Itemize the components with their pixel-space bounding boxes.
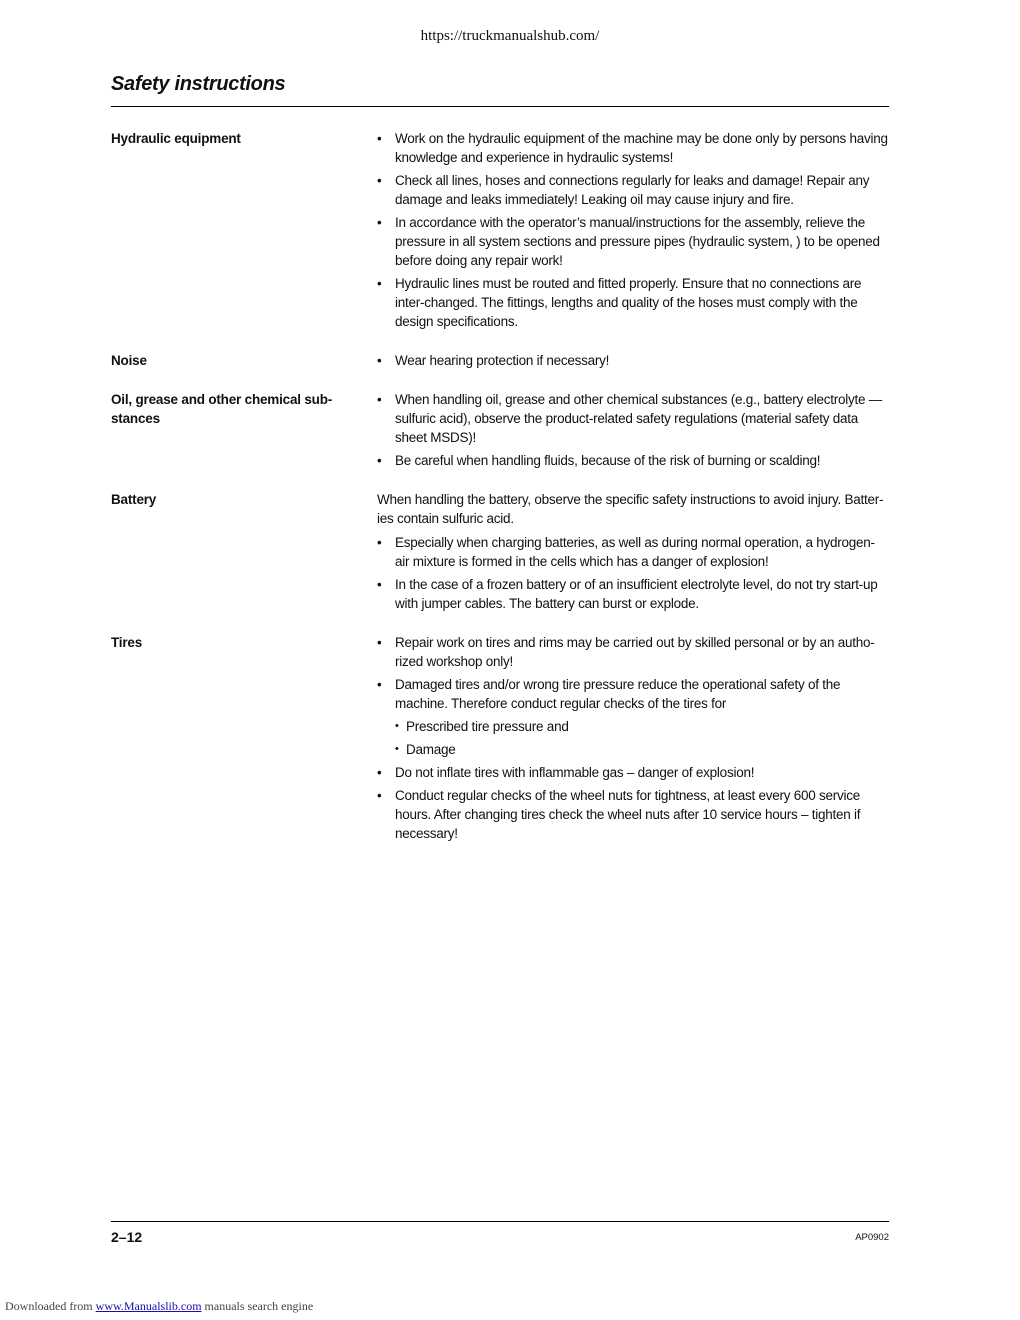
list-item-text: Especially when charging batteries, as well as during normal operation, a hydrogen-air mixture is formed in the cells which has a danger of explosion!: [395, 535, 875, 569]
list-item-text: Prescribed tire pressure and: [406, 719, 569, 734]
list-item: [377, 451, 889, 470]
section-body: [377, 633, 889, 847]
bullet-icon: •: [377, 276, 382, 291]
list-item-text: Repair work on tires and rims may be carried out by skilled personal or by an autho-rized workshop only!: [395, 635, 875, 669]
bullet-icon: •: [377, 453, 382, 468]
section-label: Hydraulic equipment: [111, 131, 241, 146]
section-body: [377, 351, 889, 374]
list-item-text: Work on the hydraulic equipment of the machine may be done only by persons having knowledge and experience in hydraulic systems!: [395, 131, 888, 165]
sub-list-item: [395, 717, 889, 736]
bullet-icon: •: [377, 788, 382, 803]
list-item: [377, 786, 889, 843]
footer-divider: [111, 1221, 889, 1222]
list-item: [377, 763, 889, 782]
bullet-icon: •: [377, 215, 382, 230]
list-item-text: In the case of a frozen battery or of an insufficient electrolyte level, do not try start-up with jumper cables. The battery can burst or explode.: [395, 577, 878, 611]
list-item: [377, 575, 889, 613]
header-url: https://truckmanualshub.com/: [420, 28, 600, 44]
download-prefix: Downloaded from: [5, 1299, 93, 1313]
section-label: Noise: [111, 353, 147, 368]
section-intro: When handling the battery, observe the specific safety instructions to avoid injury. Batter-ies contain sulfuric acid.: [377, 492, 884, 526]
page-number: 2–12: [111, 1229, 143, 1245]
section-hydraulic-equipment: [111, 129, 889, 335]
list-item-text: Damage: [406, 742, 456, 757]
header-divider: [111, 106, 889, 107]
bullet-icon: •: [377, 635, 382, 650]
section-body: [377, 390, 889, 474]
download-attribution: [5, 1299, 313, 1314]
download-suffix: manuals search engine: [204, 1299, 314, 1313]
bullet-icon: •: [377, 353, 382, 368]
page-title: Safety instructions: [111, 73, 286, 95]
bullet-icon: •: [395, 743, 399, 755]
list-item: [377, 274, 889, 331]
section-battery: [111, 490, 889, 617]
list-item-text: Conduct regular checks of the wheel nuts for tightness, at least every 600 service hours. After changing tires check the wheel nuts after 10 service hours – tighten if necessary!: [395, 788, 861, 841]
list-item: [377, 633, 889, 671]
bullet-icon: •: [377, 765, 382, 780]
section-label: Oil, grease and other chemical sub-stances: [111, 392, 333, 426]
list-item: [377, 171, 889, 209]
list-item: [377, 129, 889, 167]
section-body: [377, 490, 889, 617]
list-item-text: Wear hearing protection if necessary!: [395, 353, 610, 368]
bullet-icon: •: [377, 677, 382, 692]
section-oil-grease-chemicals: [111, 390, 889, 474]
bullet-icon: •: [395, 720, 399, 732]
document-code: AP0902: [855, 1232, 889, 1243]
list-item-text: Check all lines, hoses and connections regularly for leaks and damage! Repair any damage and leaks immediately! Leaking oil may cause injury and fire.: [395, 173, 870, 207]
section-label: Tires: [111, 635, 143, 650]
list-item-text: Damaged tires and/or wrong tire pressure reduce the operational safety of the machine. Therefore conduct regular checks of the tires for: [395, 677, 841, 711]
bullet-icon: •: [377, 577, 382, 592]
list-item: [377, 533, 889, 571]
list-item: [377, 390, 889, 447]
list-item-text: Hydraulic lines must be routed and fitted properly. Ensure that no connections are inter-changed. The fittings, lengths and quality of the hoses must comply with the design specifications.: [395, 276, 862, 329]
list-item-text: Do not inflate tires with inflammable gas – danger of explosion!: [395, 765, 755, 780]
section-label: Battery: [111, 492, 157, 507]
list-item-text: In accordance with the operator’s manual/instructions for the assembly, relieve the pressure in all system sections and pressure pipes (hydraulic system, ) to be opened before doing any repair work!: [395, 215, 880, 268]
list-item: [377, 675, 889, 713]
bullet-icon: •: [377, 392, 382, 407]
section-body: [377, 129, 889, 335]
list-item-text: Be careful when handling fluids, because of the risk of burning or scalding!: [395, 453, 821, 468]
bullet-icon: •: [377, 535, 382, 550]
instructions-content: [111, 129, 889, 863]
list-item: [377, 351, 889, 370]
list-item-text: When handling oil, grease and other chemical substances (e.g., battery electrolyte — sulfuric acid), observe the product-related safety regulations (material safety data sheet MSDS)!: [395, 392, 883, 445]
list-item: [377, 213, 889, 270]
bullet-icon: •: [377, 173, 382, 188]
bullet-icon: •: [377, 131, 382, 146]
section-tires: [111, 633, 889, 847]
section-noise: [111, 351, 889, 374]
sub-list-item: [395, 740, 889, 759]
manualslib-link[interactable]: www.Manualslib.com: [95, 1299, 202, 1313]
